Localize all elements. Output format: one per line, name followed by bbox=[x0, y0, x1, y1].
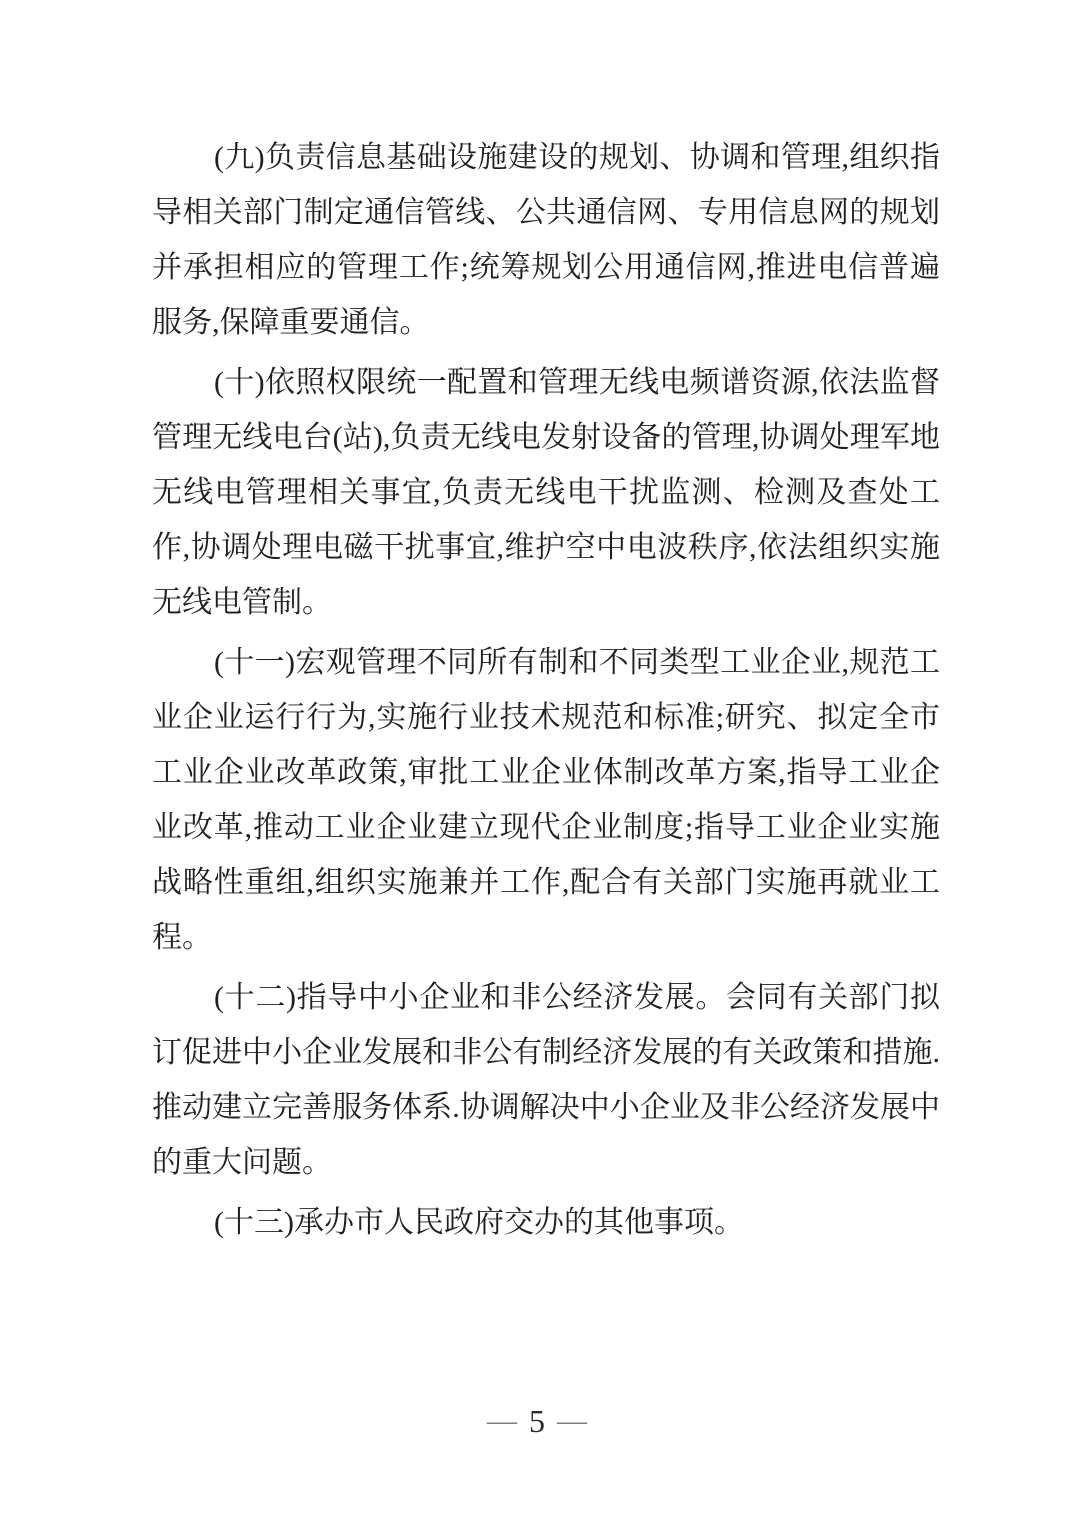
document-body bbox=[152, 130, 940, 1255]
paragraph-item-12: (十二)指导中小企业和非公经济发展。会同有关部门拟订促进中小企业发展和非公有制经济发展的有关政策和措施.推动建立完善服务体系.协调解决中小企业及非公经济发展中的重大问题。 bbox=[152, 981, 940, 1179]
page-footer bbox=[0, 1398, 1074, 1446]
footer-dash-left: — bbox=[487, 1404, 517, 1437]
footer-dash-right: — bbox=[557, 1404, 587, 1437]
paragraph-item-11: (十一)宏观管理不同所有制和不同类型工业企业,规范工业企业运行行为,实施行业技术规范和标准;研究、拟定全市工业企业改革政策,审批工业企业体制改革方案,指导工业企业改革,推动工业企业建立现代企业制度;指导工业企业实施战略性重组,组织实施兼并工作,配合有关部门实施再就业工程。 bbox=[152, 646, 940, 954]
paragraph-item-13: (十三)承办市人民政府交办的其他事项。 bbox=[214, 1206, 744, 1239]
paragraph-item-10: (十)依照权限统一配置和管理无线电频谱资源,依法监督管理无线电台(站),负责无线电发射设备的管理,协调处理军地无线电管理相关事宜,负责无线电干扰监测、检测及查处工作,协调处理电磁干扰事宜,维护空中电波秩序,依法组织实施无线电管制。 bbox=[152, 366, 940, 619]
page-number: 5 bbox=[529, 1403, 545, 1439]
paragraph-item-9: (九)负责信息基础设施建设的规划、协调和管理,组织指导相关部门制定通信管线、公共通信网、专用信息网的规划并承担相应的管理工作;统筹规划公用通信网,推进电信普遍服务,保障重要通信。 bbox=[152, 141, 940, 339]
